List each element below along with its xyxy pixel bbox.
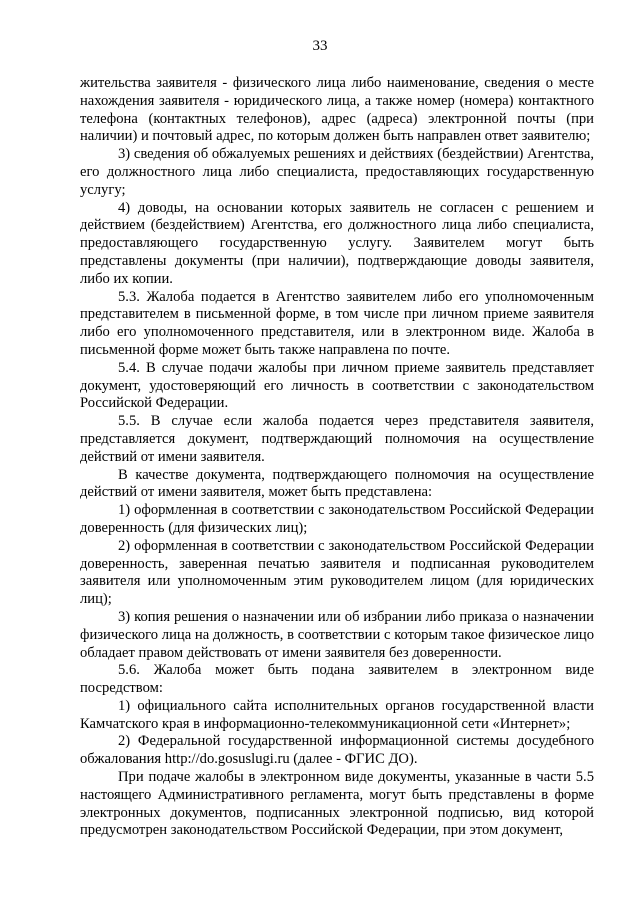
paragraph-5-5: 5.5. В случае если жалоба подается через представителя заявителя, представляется документ, подтверждающий полномочия на осуществление действий от имени заявителя. [80, 413, 594, 465]
paragraph-item-3: 3) сведения об обжалуемых решениях и действиях (бездействии) Агентства, его должностного лица либо специалиста, предоставляющих государственную услугу; [80, 146, 594, 198]
paragraph-item-4: 4) доводы, на основании которых заявитель не согласен с решением и действием (бездействием) Агентства, его должностного лица либо специалиста, предоставляющего государственную услугу. Заявителем могут быть представлены документы (при наличии), подтверждающие доводы заявителя, либо их копии. [80, 199, 594, 287]
paragraph-option-1: 1) оформленная в соответствии с законодательством Российской Федерации доверенность (для физических лиц); [80, 502, 594, 536]
paragraph-electronic-submission: При подаче жалобы в электронном виде документы, указанные в части 5.5 настоящего Административного регламента, могут быть представлены в форме электронных документов, подписанных электронной подписью, вид которой предусмотрен законодательством Российской Федерации, при этом документ, [80, 769, 594, 839]
paragraph-channel-1: 1) официального сайта исполнительных органов государственной власти Камчатского края в информационно-телекоммуникационной сети «Интернет»; [80, 697, 594, 732]
paragraph-continuation: жительства заявителя - физического лица либо наименование, сведения о месте нахождения заявителя - юридического лица, а также номер (номера) контактного телефона (контактных телефонов), адрес (адреса) электронной почты (при наличии) и почтовый адрес, по которым должен быть направлен ответ заявителю; [80, 75, 594, 145]
paragraph-5-6: 5.6. Жалоба может быть подана заявителем в электронном виде посредством: [80, 662, 594, 697]
paragraph-option-2: 2) оформленная в соответствии с законодательством Российской Федерации доверенность, заверенная печатью заявителя и подписанная руководителем заявителя или уполномоченным этим руководителем лицом (для юридических лиц); [80, 537, 594, 608]
page-number: 33 [312, 38, 328, 54]
document-body [80, 75, 594, 840]
paragraph-authority-document: В качестве документа, подтверждающего полномочия на осуществление действий от имени заявителя, может быть представлена: [80, 466, 594, 501]
paragraph-option-3: 3) копия решения о назначении или об избрании либо приказа о назначении физического лица на должность, в соответствии с которым такое физическое лицо обладает правом действовать от имени заявителя без доверенности. [80, 608, 594, 661]
paragraph-5-3: 5.3. Жалоба подается в Агентство заявителем либо его уполномоченным представителем в письменной форме, в том числе при личном приеме заявителя либо его уполномоченного представителя, или в электронном виде. Жалоба в письменной форме может быть также направлена по почте. [80, 288, 594, 358]
paragraph-5-4: 5.4. В случае подачи жалобы при личном приеме заявитель представляет документ, удостоверяющий его личность в соответствии с законодательством Российской Федерации. [80, 359, 594, 412]
paragraph-channel-2: 2) Федеральной государственной информационной системы досудебного обжалования http://do.gosuslugi.ru (далее - ФГИС ДО). [80, 733, 594, 768]
